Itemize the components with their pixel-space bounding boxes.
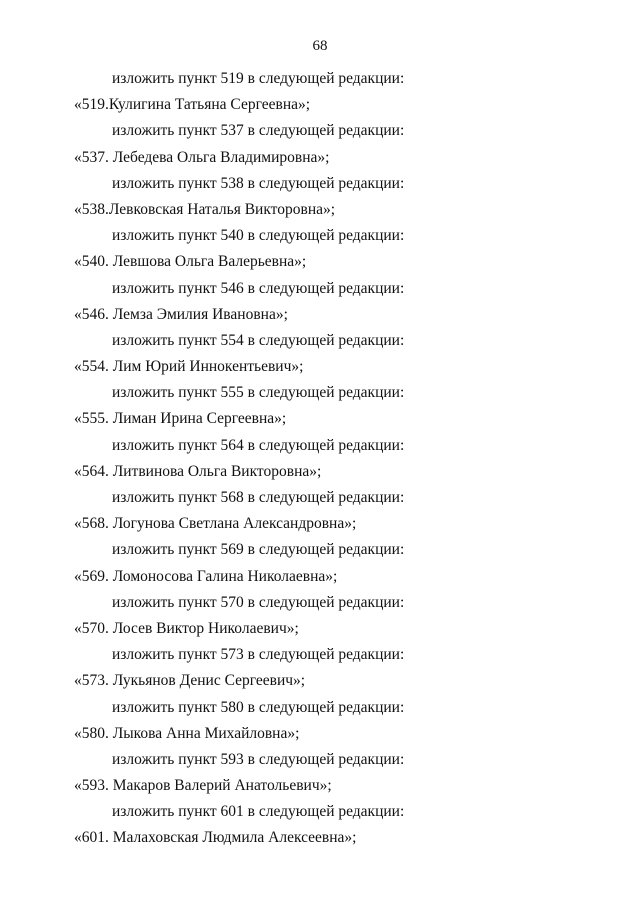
amendment-entry: «519.Кулигина Татьяна Сергеевна»; — [74, 96, 311, 114]
amendment-entry: «573. Лукьянов Денис Сергеевич»; — [74, 672, 306, 690]
amendment-entry: «601. Малаховская Людмила Алексеевна»; — [74, 829, 357, 847]
amendment-instruction: изложить пункт 580 в следующей редакции: — [112, 698, 405, 716]
amendment-instruction: изложить пункт 568 в следующей редакции: — [112, 489, 405, 506]
amendment-entry: «568. Логунова Светлана Александровна»; — [74, 515, 357, 533]
document-body — [0, 66, 640, 852]
amendment-instruction: изложить пункт 555 в следующей редакции: — [112, 384, 405, 402]
amendment-instruction: изложить пункт 546 в следующей редакции: — [112, 279, 405, 297]
amendment-instruction: изложить пункт 564 в следующей редакции: — [112, 436, 405, 454]
amendment-entry: «580. Лыкова Анна Михайловна»; — [74, 724, 300, 742]
amendment-entry: «546. Лемза Эмилия Ивановна»; — [74, 305, 288, 323]
page-number: 68 — [312, 38, 328, 54]
amendment-entry: «593. Макаров Валерий Анатольевич»; — [74, 777, 332, 795]
amendment-entry: «570. Лосев Виктор Николаевич»; — [74, 619, 299, 637]
amendment-entry: «540. Левшова Ольга Валерьевна»; — [74, 253, 307, 271]
amendment-instruction: изложить пункт 537 в следующей редакции: — [112, 122, 405, 140]
amendment-entry: «537. Лебедева Ольга Владимировна»; — [74, 148, 330, 166]
amendment-instruction: изложить пункт 573 в следующей редакции: — [112, 646, 405, 664]
amendment-entry: «569. Ломоносова Галина Николаевна»; — [74, 567, 338, 585]
amendment-instruction: изложить пункт 569 в следующей редакции: — [112, 541, 405, 559]
amendment-instruction: изложить пункт 538 в следующей редакции: — [112, 174, 405, 192]
amendment-instruction: изложить пункт 554 в следующей редакции: — [112, 331, 405, 349]
amendment-entry: «564. Литвинова Ольга Викторовна»; — [74, 462, 322, 480]
amendment-instruction: изложить пункт 593 в следующей редакции: — [112, 750, 405, 768]
amendment-instruction: изложить пункт 540 в следующей редакции: — [112, 227, 405, 245]
amendment-instruction: изложить пункт 519 в следующей редакции: — [112, 70, 405, 87]
amendment-instruction: изложить пункт 570 в следующей редакции: — [112, 593, 405, 611]
amendment-entry: «554. Лим Юрий Иннокентьевич»; — [74, 358, 304, 376]
amendment-entry: «538.Левковская Наталья Викторовна»; — [74, 200, 336, 218]
amendment-instruction: изложить пункт 601 в следующей редакции: — [112, 803, 405, 821]
amendment-entry: «555. Лиман Ирина Сергеевна»; — [74, 410, 287, 428]
